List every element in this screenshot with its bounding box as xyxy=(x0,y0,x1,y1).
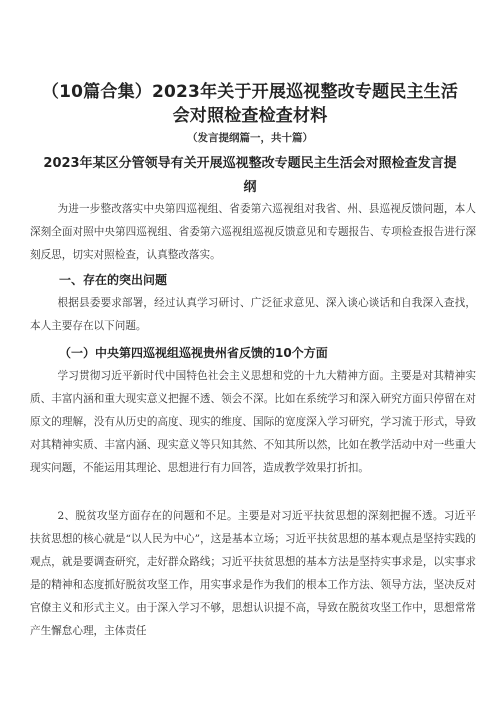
heading-existing-problems: 一、存在的突出问题 xyxy=(59,273,168,287)
paragraph-poverty-alleviation: 2、脱贫攻坚方面存在的问题和不足。主要是对习近平扶贫思想的深刻把握不透。习近平扶贫思想的核心就是“以人民为中心”，这是基本立场；习近平扶贫思想的基本观点是坚持实践的观点，就是要调查研究，走好群众路线；习近平扶贫思想的基本方法是坚持实事求是，以实事求是的精神和态度抓好脱贫攻坚工作，用实事求是作为我们的根本工作方法、领导方法，坚决反对官僚主义和形式主义。由于深入学习不够，思想认识提不高，导致在脱贫攻坚工作中，思想常常产生懈怠心理，主体责任 xyxy=(30,510,476,637)
document-title-line-1: （10篇合集）2023年关于开展巡视整改专题民主生活 xyxy=(41,82,459,102)
section-title-line-1: 2023年某区分管领导有关开展巡视整改专题民主生活会对照检查发言提 xyxy=(43,156,457,171)
paragraph-requirements: 根据县委要求部署，经过认真学习研讨、广泛征求意见、深入谈心谈话和自我深入查找，本人主要存在以下问题。 xyxy=(30,297,476,332)
intro-paragraph: 为进一步整改落实中央第四巡视组、省委第六巡视组对我省、州、县巡视反馈问题，本人深刻全面对照中央第四巡视组、省委第六巡视组巡视反馈意见和专题报告、专项检查报告进行深刻反思，切实对照检查，认真整改落实。 xyxy=(30,203,476,261)
heading-central-inspection: （一）中央第四巡视组巡视贵州省反馈的10个方面 xyxy=(59,346,328,360)
document-subtitle: （发言提纲篇一，共十篇） xyxy=(187,132,313,144)
section-title-line-2: 纲 xyxy=(243,180,257,195)
paragraph-study-thought: 学习贯彻习近平新时代中国特色社会主义思想和党的十九大精神方面。主要是对其精神实质、丰富内涵和重大现实意义把握不透、领会不深。比如在系统学习和深入研究方面只停留在对原文的理解，没有从历史的高度、现实的维度、国际的宽度深入学习研究，学习流于形式，导致对其精神实质、丰富内涵、现实意义等只知其然、不知其所以然，比如在教学活动中对一些重大现实问题，不能运用其理论、思想进行有力回答，造成教学效果打折扣。 xyxy=(30,370,476,474)
document-title-line-2: 会对照检查检查材料 xyxy=(172,106,328,126)
